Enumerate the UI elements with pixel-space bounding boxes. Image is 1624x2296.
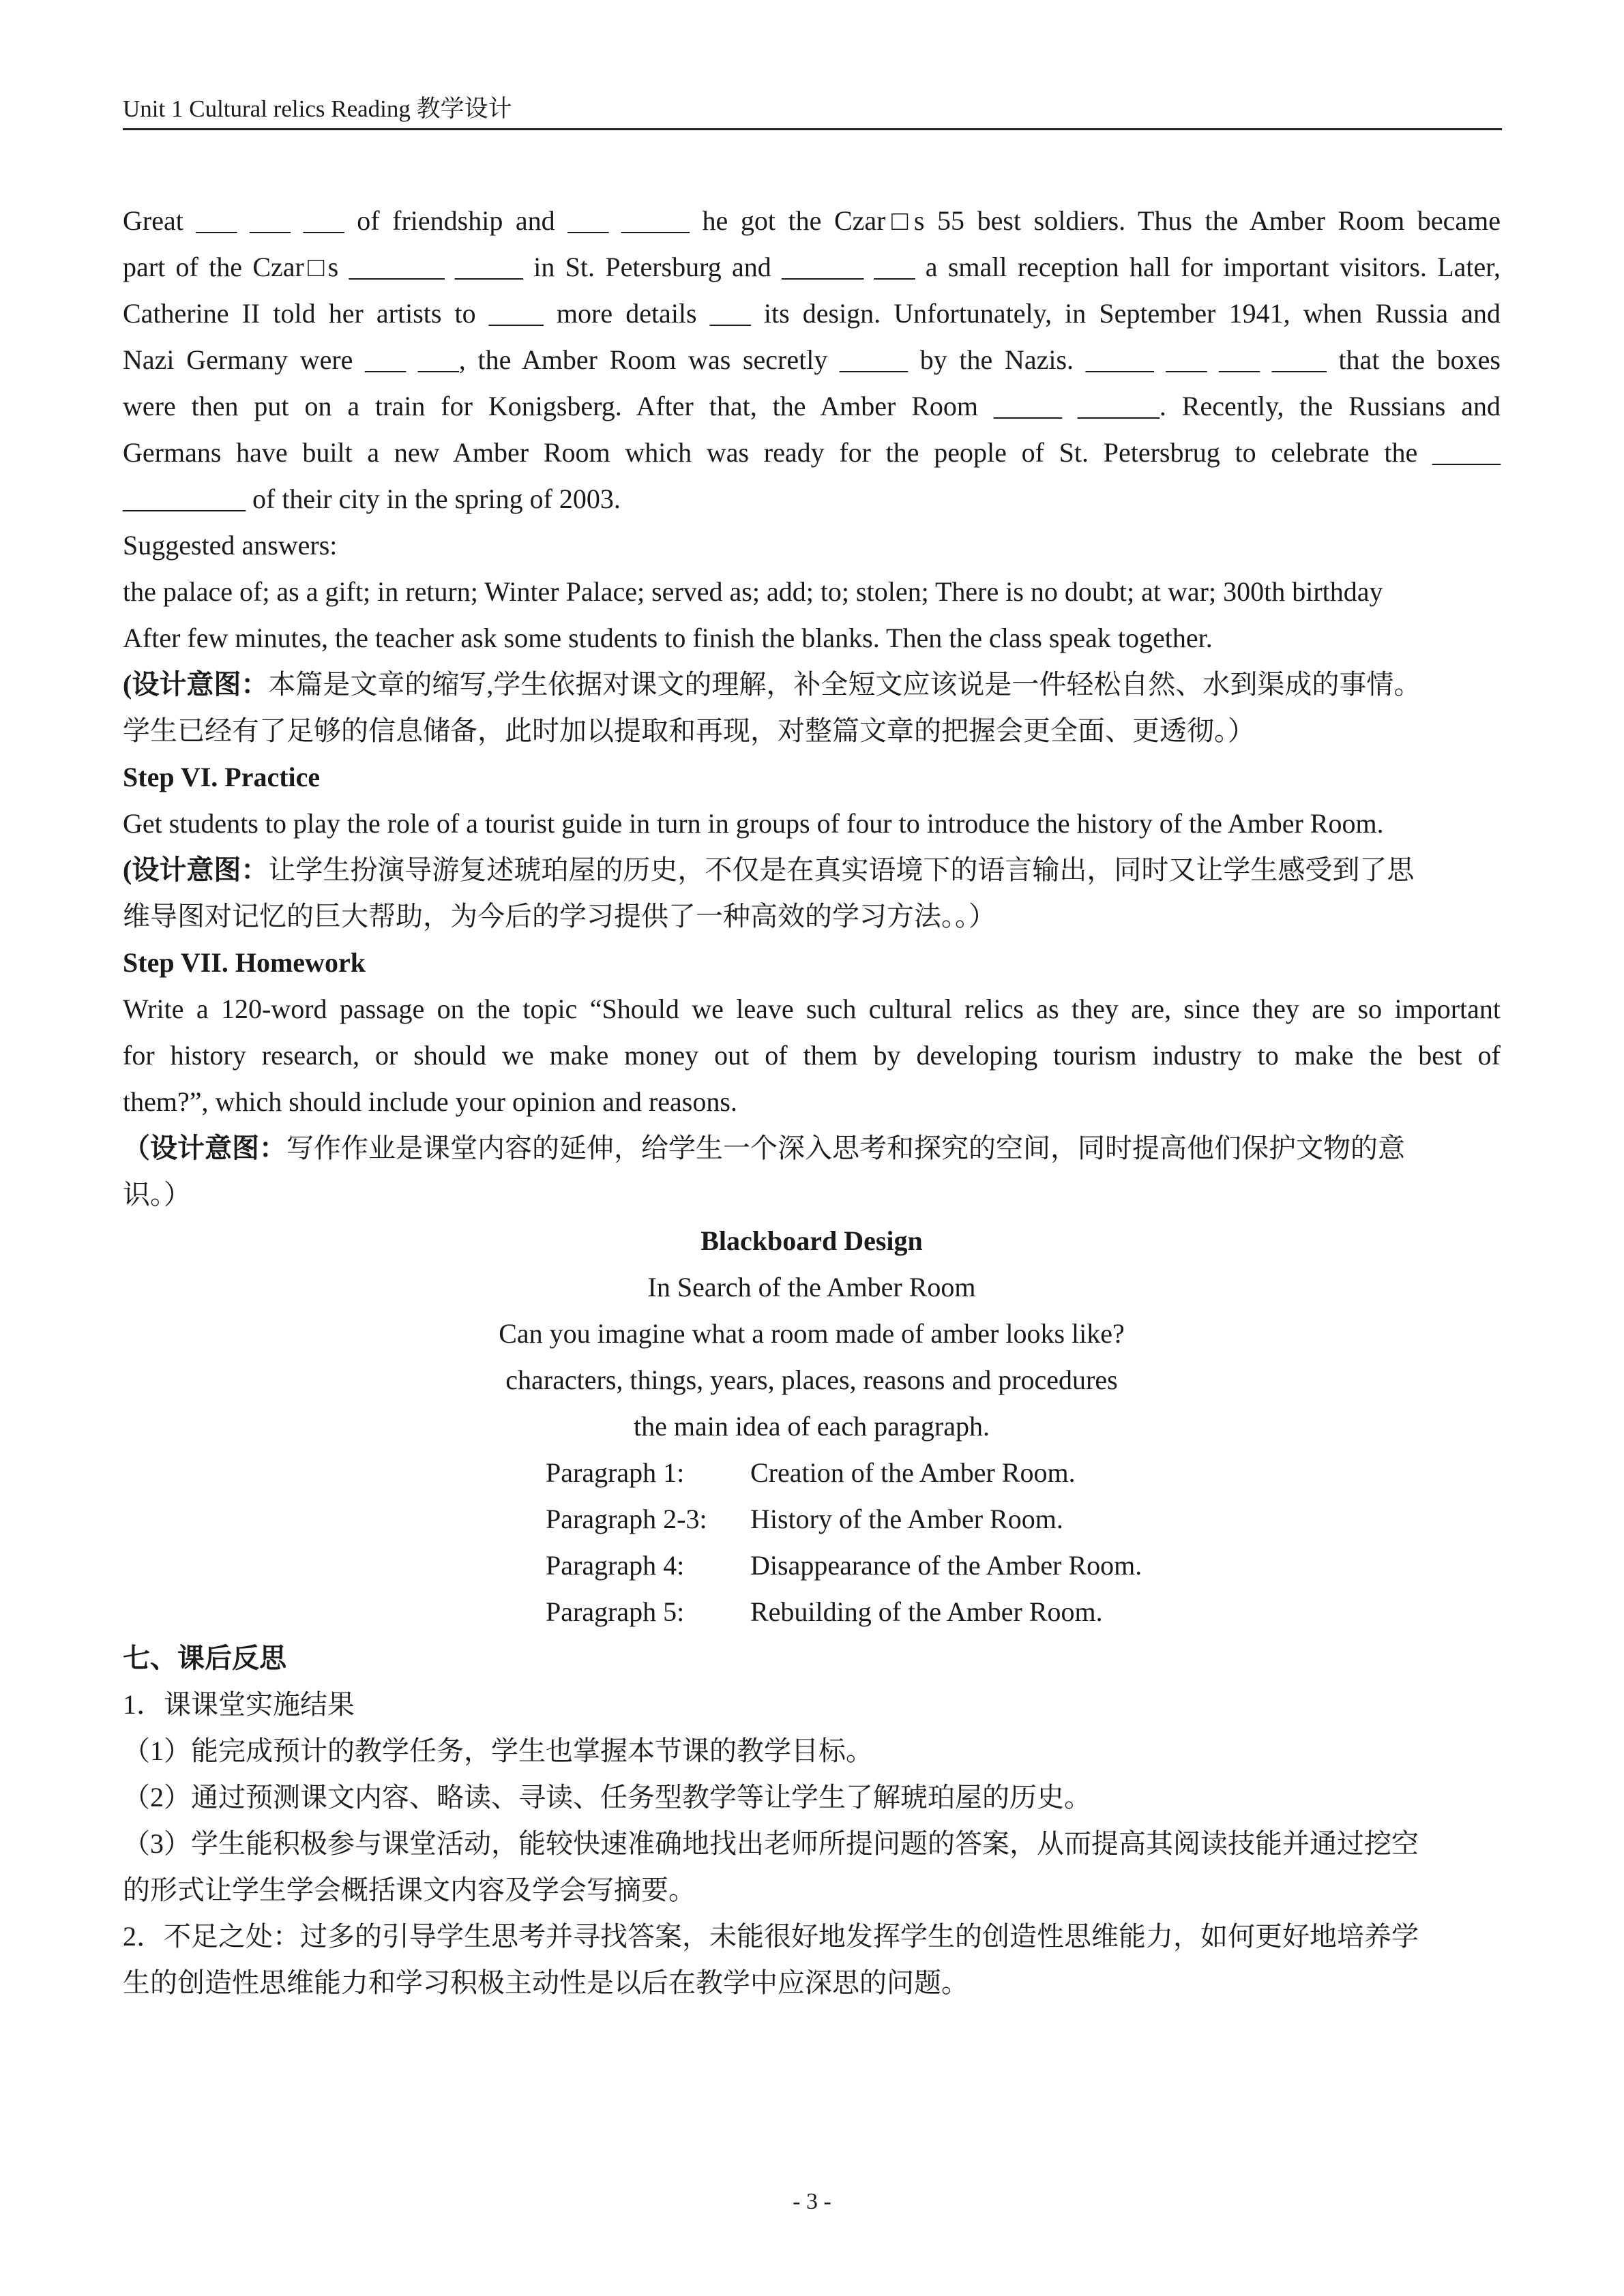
design-intent-text: 本篇是文章的缩写,学生依据对课文的理解，补全短文应该说是一件轻松自然、水到渠成的事情。 [268,669,1421,700]
homework-line: for history research, or should we make money out of them by developing tourism industry to make the best of [123,1040,1501,1071]
blackboard-paragraph-row [123,1542,1501,1589]
reflection-item-cont: 生的创造性思维能力和学习积极主动性是以后在教学中应深思的问题。 [123,1967,969,1998]
reflection-item: 1．课课堂实施结果 [123,1689,355,1720]
blackboard-title: Blackboard Design [700,1225,923,1256]
paragraph-text: Rebuilding of the Amber Room. [750,1596,1103,1627]
blackboard-paragraph-row [123,1450,1501,1496]
design-intent-3 [123,1125,1501,1172]
design-intent-label: (设计意图： [123,669,269,700]
design-intent-1 [123,661,1501,708]
reflection-sub-item: （2）通过预测课文内容、略读、寻读、任务型教学等让学生了解琥珀屋的历史。 [123,1782,1091,1813]
page-number: - 3 - [793,2189,831,2214]
blackboard-line: In Search of the Amber Room [647,1272,976,1302]
blackboard-line: Can you imagine what a room made of amber looks like? [499,1318,1125,1349]
step7-heading: Step VII. Homework [123,947,366,978]
summary-line: Germans have built a new Amber Room which was ready for the people of St. Petersbrug to celebrate the _____ [123,437,1501,468]
summary-line: Nazi Germany were ___ ___, the Amber Room was secretly _____ by the Nazis. _____ ___ ___ ____ that the boxes [123,344,1501,375]
paragraph-label: Paragraph 4: [546,1550,685,1581]
summary-line: _________ of their city in the spring of 2003. [123,483,621,514]
summary-line: part of the Czar□s _______ _____ in St. Petersburg and ______ ___ a small reception hall for important visitors. Later, [123,252,1501,282]
design-intent-label: （设计意图： [123,1133,286,1163]
homework-line: them?”, which should include your opinion and reasons. [123,1086,737,1117]
paragraph-text: History of the Amber Room. [750,1504,1063,1534]
reflection-item: 2．不足之处：过多的引导学生思考并寻找答案，未能很好地发挥学生的创造性思维能力，如何更好地培养学 [123,1921,1419,1952]
step6-heading: Step VI. Practice [123,762,321,792]
suggested-answers-label: Suggested answers: [123,530,338,561]
design-intent-text: 写作作业是课堂内容的延伸，给学生一个深入思考和探究的空间，同时提高他们保护文物的意 [286,1133,1405,1163]
blackboard-line: the main idea of each paragraph. [634,1411,990,1442]
reflection-sub-item: （1）能完成预计的教学任务，学生也掌握本节课的教学目标。 [123,1735,873,1766]
paragraph-label: Paragraph 5: [546,1596,685,1627]
design-intent-3-cont: 识。） [123,1179,191,1210]
design-intent-1-cont: 学生已经有了足够的信息储备，此时加以提取和再现，对整篇文章的把握会更全面、更透彻。） [123,715,1255,746]
blackboard-paragraph-row [123,1496,1501,1542]
page-header [123,93,1502,130]
step6-text: Get students to play the role of a tourist guide in turn in groups of four to introduce the history of the Amber Room. [123,808,1384,839]
design-intent-label: (设计意图： [123,854,269,885]
summary-line: were then put on a train for Konigsberg. After that, the Amber Room _____ ______. Recently, the Russians and [123,391,1501,421]
header-title: Unit 1 Cultural relics Reading 教学设计 [123,95,512,122]
reflection-heading: 七、课后反思 [123,1643,286,1673]
paragraph-text: Disappearance of the Amber Room. [750,1550,1142,1581]
paragraph-text: Creation of the Amber Room. [750,1457,1076,1488]
main-content [123,198,1501,2006]
blackboard-line: characters, things, years, places, reasons and procedures [505,1365,1118,1395]
reflection-sub-item-cont: 的形式让学生学会概括课文内容及学会写摘要。 [123,1875,696,1905]
design-intent-text: 让学生扮演导游复述琥珀屋的历史，不仅是在真实语境下的语言输出，同时又让学生感受到了思 [268,854,1415,885]
design-intent-2 [123,847,1501,893]
design-intent-2-cont: 维导图对记忆的巨大帮助，为今后的学习提供了一种高效的学习方法。。） [123,901,996,931]
reflection-sub-item: （3）学生能积极参与课堂活动，能较快速准确地找出老师所提问题的答案，从而提高其阅读技能并通过挖空 [123,1828,1419,1859]
summary-line: Catherine II told her artists to ____ more details ___ its design. Unfortunately, in September 1941, when Russia and [123,298,1501,329]
summary-line: Great ___ ___ ___ of friendship and ___ _____ he got the Czar□s 55 best soldiers. Thus the Amber Room became [123,205,1501,236]
paragraph-label: Paragraph 2-3: [546,1504,707,1534]
suggested-answers: the palace of; as a gift; in return; Winter Palace; served as; add; to; stolen; There is no doubt; at war; 300th birthday [123,576,1383,607]
teacher-note: After few minutes, the teacher ask some students to finish the blanks. Then the class speak together. [123,623,1213,653]
paragraph-label: Paragraph 1: [546,1457,685,1488]
blackboard-paragraph-row [123,1589,1501,1635]
homework-line: Write a 120-word passage on the topic “Should we leave such cultural relics as they are, since they are so important [123,994,1501,1024]
